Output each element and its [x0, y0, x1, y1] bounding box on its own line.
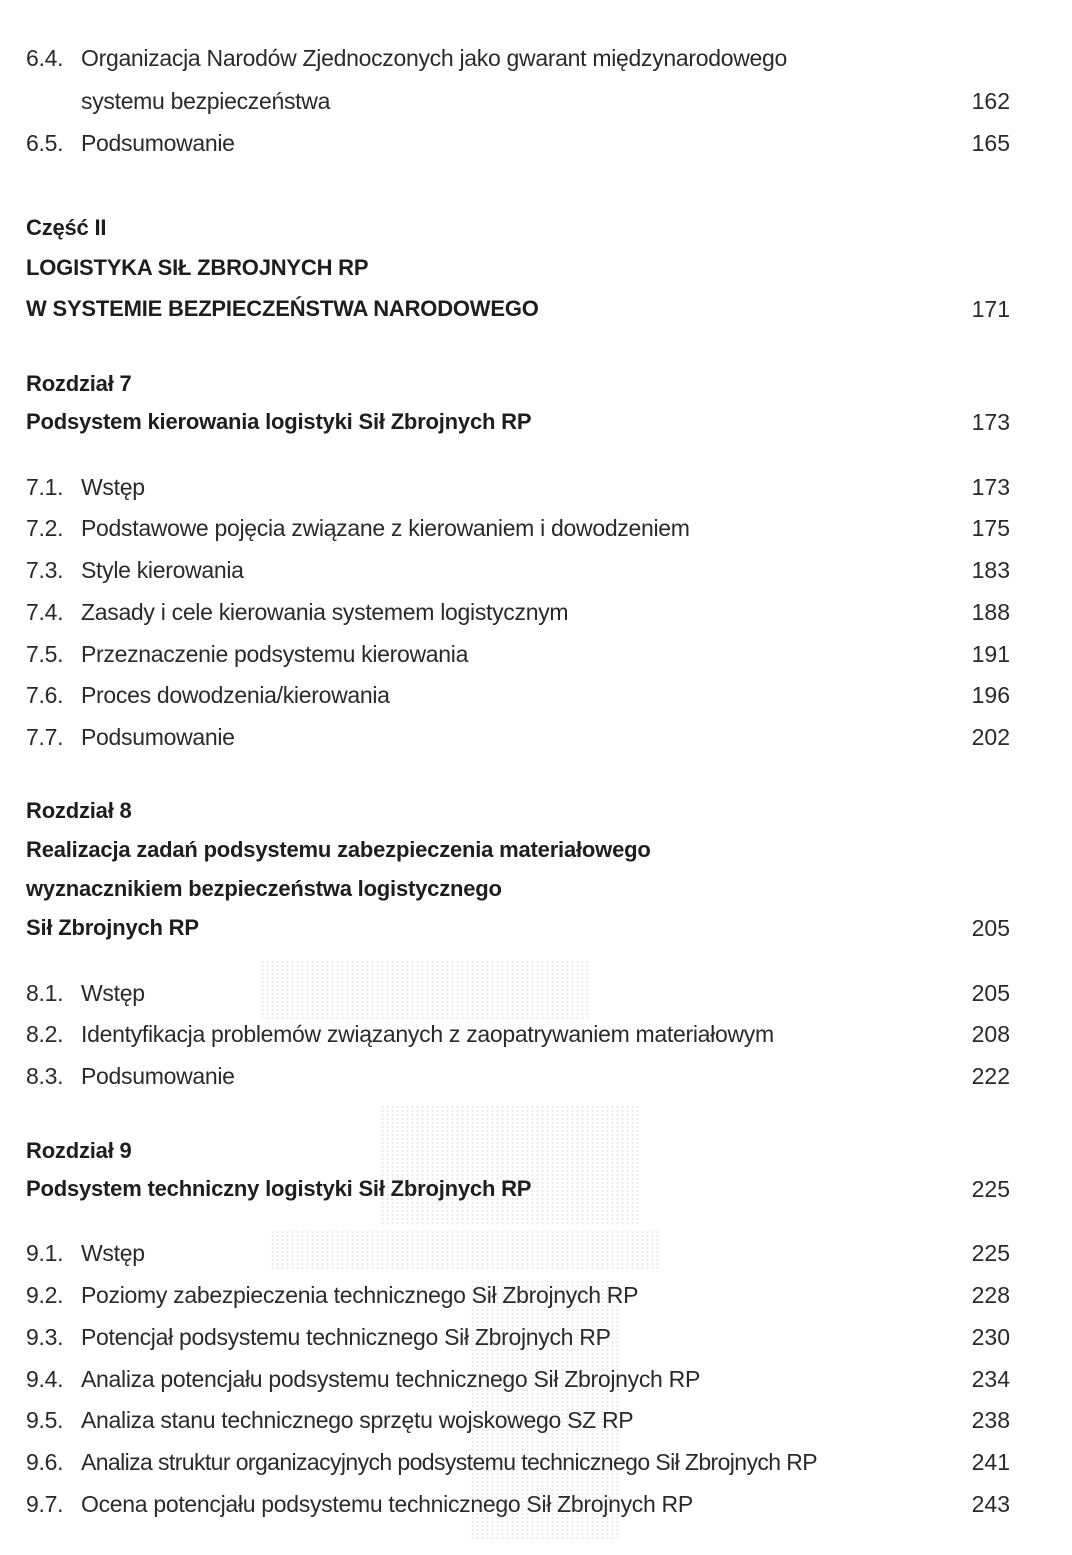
toc-entry [26, 1021, 1010, 1059]
page-number: 228 [971, 1282, 1010, 1308]
chapter-title: Realizacja zadań podsystemu zabezpieczenia materiałowego [26, 837, 651, 862]
page-number: 225 [971, 1240, 1010, 1266]
section-title: Podstawowe pojęcia związane z kierowaniem i dowodzeniem [81, 515, 690, 541]
page-number: 173 [971, 474, 1010, 500]
scan-artifact [380, 1105, 640, 1225]
page-number: 238 [971, 1407, 1010, 1433]
section-title: Wstęp [81, 474, 145, 500]
page-number: 241 [971, 1449, 1010, 1475]
page-number: 188 [971, 599, 1010, 625]
section-number: 9.1. [26, 1240, 64, 1266]
section-number: 6.4. [26, 45, 64, 71]
toc-entry [26, 1366, 1010, 1404]
section-title: Identyfikacja problemów związanych z zaopatrywaniem materiałowym [81, 1021, 774, 1047]
page-number: 222 [971, 1063, 1010, 1089]
section-number: 9.6. [26, 1449, 64, 1475]
toc-entry [26, 1491, 1010, 1529]
section-number: 7.1. [26, 474, 64, 500]
toc-entry [26, 980, 1010, 1018]
toc-entry-6-4-page [26, 88, 1010, 126]
section-title: Wstęp [81, 980, 145, 1006]
chapter-title: Podsystem techniczny logistyki Sił Zbrojnych RP [26, 1176, 532, 1201]
page-number: 225 [971, 1176, 1010, 1202]
page-number: 171 [971, 296, 1010, 322]
section-title: Analiza stanu technicznego sprzętu wojskowego SZ RP [81, 1407, 634, 1433]
toc-entry [26, 682, 1010, 720]
section-title: Style kierowania [81, 557, 244, 583]
page-number: 202 [971, 724, 1010, 750]
page-number: 205 [971, 915, 1010, 941]
section-number: 9.4. [26, 1366, 64, 1392]
part-title-continued: W SYSTEMIE BEZPIECZEŃSTWA NARODOWEGO [26, 296, 539, 321]
section-number: 9.2. [26, 1282, 64, 1308]
page-number: 208 [971, 1021, 1010, 1047]
chapter-title-continued: wyznacznikiem bezpieczeństwa logistycznego [26, 876, 502, 901]
section-number: 7.4. [26, 599, 64, 625]
part-title: LOGISTYKA SIŁ ZBROJNYCH RP [26, 255, 369, 280]
chapter-title-continued: Sił Zbrojnych RP [26, 915, 199, 940]
section-number: 7.3. [26, 557, 64, 583]
chapter-label: Rozdział 8 [26, 798, 132, 823]
toc-entry [26, 1449, 1010, 1487]
section-title: Organizacja Narodów Zjednoczonych jako gwarant międzynarodowego [81, 45, 787, 71]
toc-entry-6-4 [26, 45, 1010, 83]
toc-entry [26, 724, 1010, 762]
section-number: 6.5. [26, 130, 64, 156]
page-number: 196 [971, 682, 1010, 708]
section-title: Podsumowanie [81, 130, 235, 156]
toc-entry [26, 641, 1010, 679]
section-number: 9.7. [26, 1491, 64, 1517]
section-number: 8.2. [26, 1021, 64, 1047]
toc-entry [26, 1063, 1010, 1101]
section-title: Potencjał podsystemu technicznego Sił Zbrojnych RP [81, 1324, 611, 1350]
section-title: Podsumowanie [81, 1063, 235, 1089]
section-number: 9.5. [26, 1407, 64, 1433]
page-number: 243 [971, 1491, 1010, 1517]
chapter-title: Podsystem kierowania logistyki Sił Zbrojnych RP [26, 409, 532, 434]
section-title-continued: systemu bezpieczeństwa [81, 88, 331, 114]
section-number: 7.7. [26, 724, 64, 750]
page-number: 230 [971, 1324, 1010, 1350]
page-number: 191 [971, 641, 1010, 667]
toc-entry [26, 1407, 1010, 1445]
page-number: 175 [971, 515, 1010, 541]
section-number: 9.3. [26, 1324, 64, 1350]
toc-entry [26, 1240, 1010, 1278]
section-number: 7.5. [26, 641, 64, 667]
section-title: Analiza struktur organizacyjnych podsystemu technicznego Sił Zbrojnych RP [81, 1449, 818, 1475]
page-number: 173 [971, 409, 1010, 435]
section-number: 7.6. [26, 682, 64, 708]
section-number: 7.2. [26, 515, 64, 541]
page-number: 165 [971, 130, 1010, 156]
toc-entry [26, 474, 1010, 512]
page-number: 183 [971, 557, 1010, 583]
section-title: Analiza potencjału podsystemu technicznego Sił Zbrojnych RP [81, 1366, 700, 1392]
page-number: 234 [971, 1366, 1010, 1392]
section-title: Wstęp [81, 1240, 145, 1266]
page-number: 205 [971, 980, 1010, 1006]
section-title: Przeznaczenie podsystemu kierowania [81, 641, 469, 667]
toc-entry-6-5 [26, 130, 1010, 168]
section-title: Podsumowanie [81, 724, 235, 750]
page-number: 162 [971, 88, 1010, 114]
toc-entry [26, 1282, 1010, 1320]
toc-entry [26, 557, 1010, 595]
section-title: Poziomy zabezpieczenia technicznego Sił Zbrojnych RP [81, 1282, 639, 1308]
section-title: Ocena potencjału podsystemu technicznego Sił Zbrojnych RP [81, 1491, 693, 1517]
section-title: Proces dowodzenia/kierowania [81, 682, 390, 708]
chapter-label: Rozdział 7 [26, 371, 132, 396]
part-label: Część II [26, 215, 107, 240]
chapter-label: Rozdział 9 [26, 1138, 132, 1163]
section-title: Zasady i cele kierowania systemem logistycznym [81, 599, 569, 625]
section-number: 8.3. [26, 1063, 64, 1089]
section-number: 8.1. [26, 980, 64, 1006]
toc-entry [26, 599, 1010, 637]
toc-entry [26, 515, 1010, 553]
toc-entry [26, 1324, 1010, 1362]
